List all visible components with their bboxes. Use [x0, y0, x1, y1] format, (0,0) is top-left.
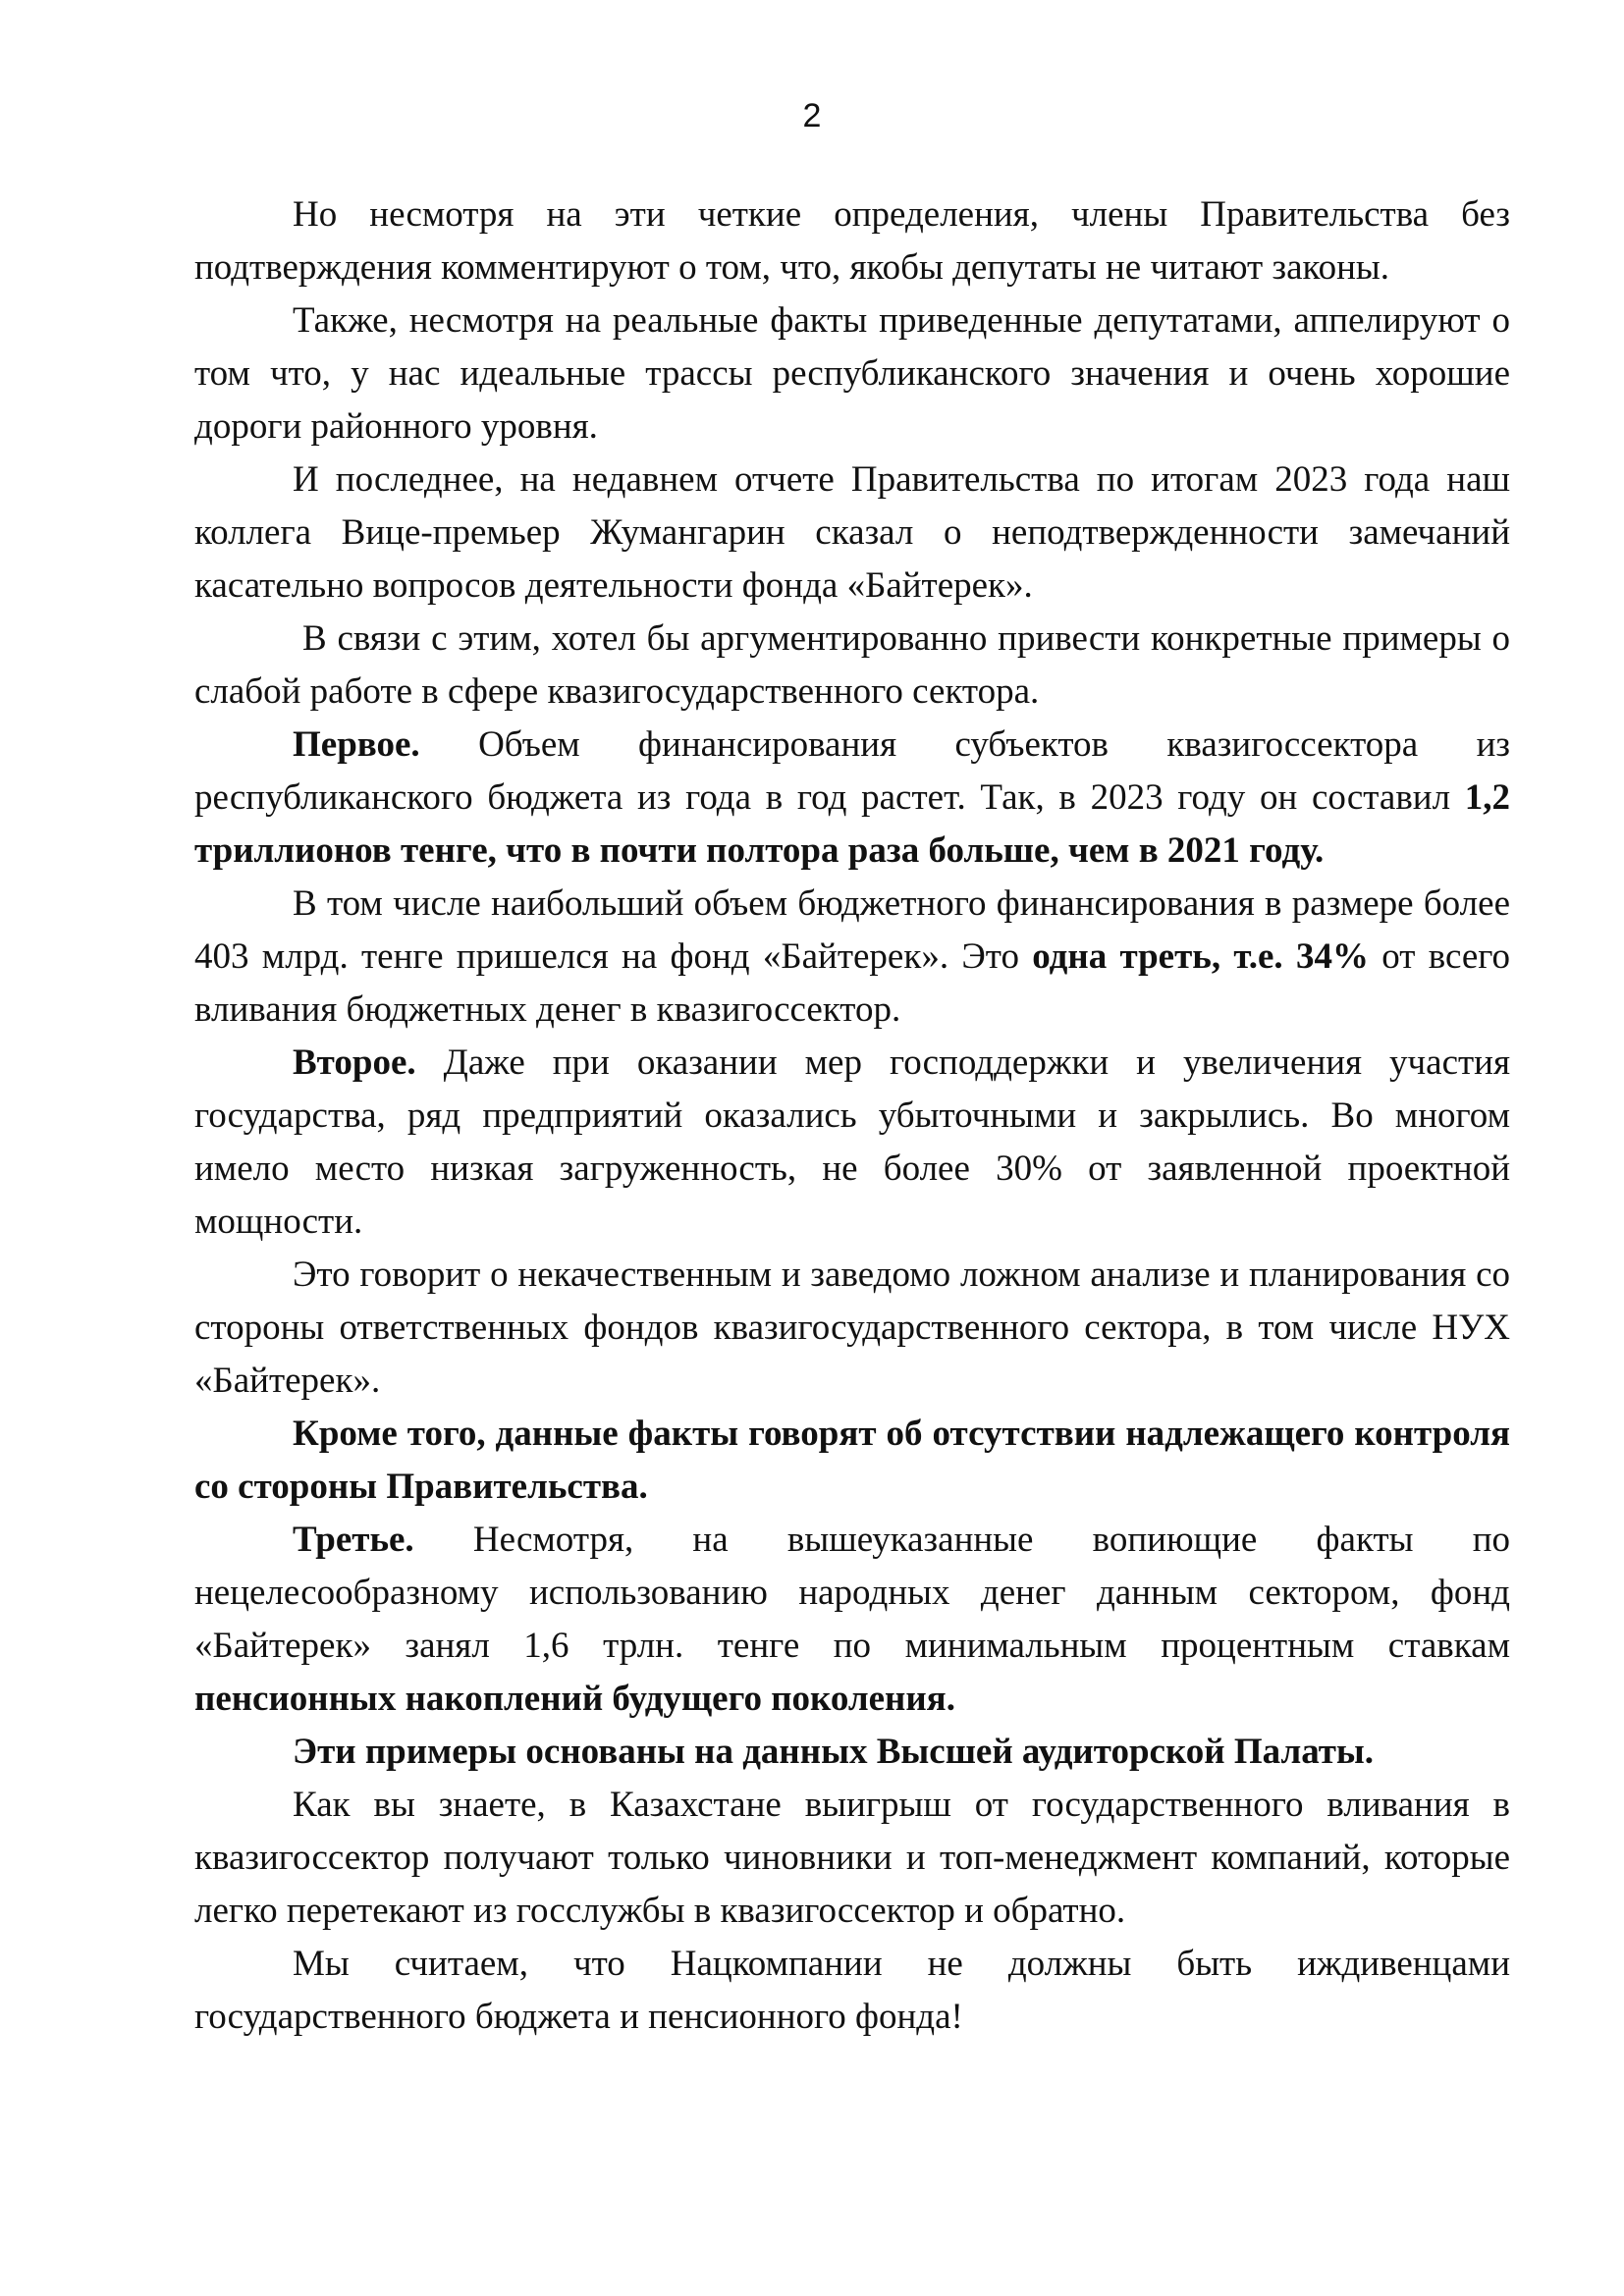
paragraph	[194, 1037, 1510, 1249]
bold-text-run: одна треть, т.е. 34%	[1032, 936, 1369, 977]
paragraph	[194, 1938, 1510, 2044]
text-run: от всего вливания бюджетных денег в квазигоссектор.	[194, 936, 1511, 1030]
paragraph	[194, 1514, 1510, 1726]
paragraph	[194, 188, 1510, 294]
bold-text-run: Эти примеры основаны на данных Высшей аудиторской Палаты.	[293, 1732, 1375, 1772]
paragraph	[194, 294, 1510, 454]
paragraph	[194, 1779, 1510, 1938]
bold-text-run: Первое.	[293, 724, 420, 765]
text-run: В том числе наибольший объем бюджетного финансирования в размере более 403 млрд. тенге пришелся на фонд «Байтерек». Это	[194, 883, 1510, 977]
bold-text-run: Второе.	[293, 1042, 416, 1083]
bold-text-run: пенсионных накоплений будущего поколения.	[194, 1679, 955, 1719]
paragraph	[194, 454, 1510, 613]
paragraph	[194, 613, 1510, 719]
page-number: 2	[802, 97, 822, 134]
bold-text-run: Кроме того, данные факты говорят об отсутствии надлежащего контроля со стороны Правительства.	[194, 1414, 1510, 1507]
text-run: И последнее, на недавнем отчете Правительства по итогам 2023 года наш коллега Вице-премьер Жумангарин сказал о неподтвержденности замечаний касательно вопросов деятельности фонда «Байтерек».	[194, 459, 1510, 606]
bold-text-run: 1,2 триллионов тенге, что в почти полтора раза больше, чем в 2021 году.	[194, 777, 1510, 871]
text-run: Даже при оказании мер господдержки и увеличения участия государства, ряд предприятий оказались убыточными и закрылись. Во многом имело место низкая загруженность, не более 30% от заявленной проектной мощности.	[194, 1042, 1510, 1242]
paragraph	[194, 878, 1510, 1037]
paragraph	[194, 1249, 1510, 1408]
text-run: Но несмотря на эти четкие определения, члены Правительства без подтверждения комментируют о том, что, якобы депутаты не читают законы.	[194, 194, 1510, 288]
text-run: Несмотря, на вышеуказанные вопиющие факты по нецелесообразному использованию народных денег данным сектором, фонд «Байтерек» занял 1,6 трлн. тенге по минимальным процентным ставкам	[194, 1520, 1510, 1666]
text-run: В связи с этим, хотел бы аргументированно привести конкретные примеры о слабой работе в сфере квазигосударственного сектора.	[194, 618, 1510, 712]
text-run: Мы считаем, что Нацкомпании не должны быть иждивенцами государственного бюджета и пенсионного фонда!	[194, 1944, 1510, 2037]
text-run: Объем финансирования субъектов квазигоссектора из республиканского бюджета из года в год растет. Так, в 2023 году он составил	[194, 724, 1510, 818]
bold-text-run: Третье.	[293, 1520, 414, 1560]
paragraph	[194, 1726, 1510, 1779]
document-body	[194, 188, 1510, 2044]
paragraph	[194, 719, 1510, 878]
text-run: Также, несмотря на реальные факты приведенные депутатами, аппелируют о том что, у нас идеальные трассы республиканского значения и очень хорошие дороги районного уровня.	[194, 300, 1510, 447]
text-run: Это говорит о некачественным и заведомо ложном анализе и планирования со стороны ответственных фондов квазигосударственного сектора, в том числе НУХ «Байтерек».	[194, 1255, 1510, 1401]
paragraph	[194, 1408, 1510, 1514]
text-run: Как вы знаете, в Казахстане выигрыш от государственного вливания в квазигоссектор получают только чиновники и топ-менеджмент компаний, которые легко перетекают из госслужбы в квазигоссектор и обратно.	[194, 1785, 1510, 1931]
